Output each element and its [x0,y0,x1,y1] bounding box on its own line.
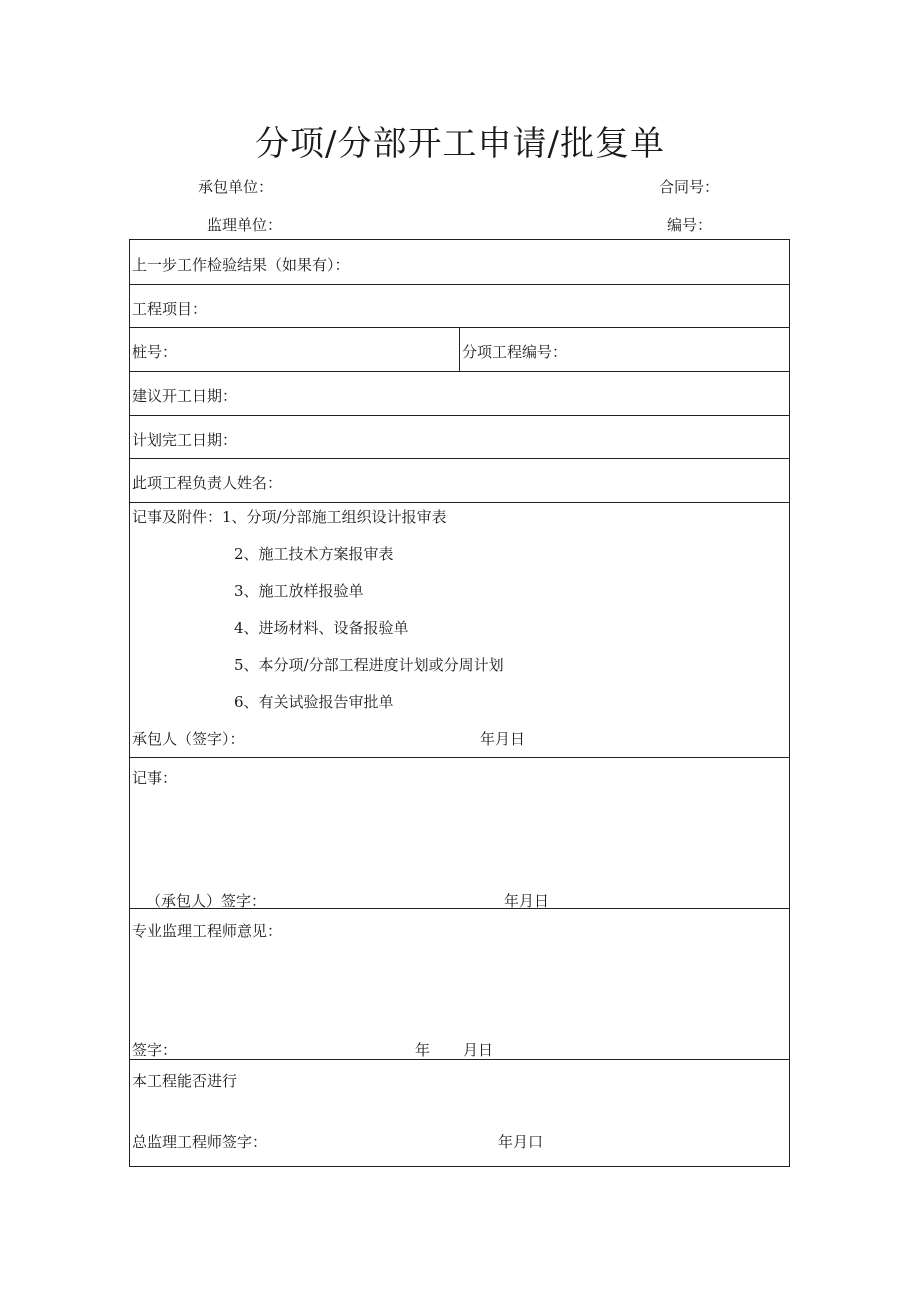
proceed-label: 本工程能否进行 [132,1072,238,1090]
engineer-opinion-label: 专业监理工程师意见： [132,922,283,940]
row-divider [130,458,789,459]
page-title: 分项/分部开工申请/批复单 [255,124,665,164]
attachment-item: 3、施工放样报验单 [234,582,364,600]
attachment-item: 5、本分项/分部工程进度计划或分周计划 [234,656,504,674]
notes-label: 记事： [132,769,178,787]
project-label: 工程项目： [132,300,208,318]
attachment-item: 6、有关试验报告审批单 [234,693,394,711]
attachment-item: 2、施工技术方案报审表 [234,545,394,563]
sub-item-number-label: 分项工程编号： [462,343,568,361]
attachment-item: 1、分项/分部施工组织设计报审表 [222,508,447,526]
notes-signature-label: （承包人）签字： [146,892,267,910]
engineer-signature-year: 年 [415,1041,431,1059]
proposed-start-date-label: 建议开工日期： [132,387,238,405]
engineer-signature-label: 签字： [132,1041,178,1059]
notes-signature-date: 年月日 [504,892,550,910]
supervisor-unit-label: 监理单位： [207,216,283,234]
chief-engineer-signature-date: 年月口 [498,1133,544,1151]
application-form-table [129,239,790,1167]
engineer-signature-monthday: 月日 [463,1041,494,1059]
contractor-signature-date: 年月日 [480,730,526,748]
planned-finish-date-label: 计划完工日期： [132,431,238,449]
row-divider [130,371,789,372]
document-number-label: 编号： [667,216,713,234]
attachments-label: 记事及附件： [132,508,223,526]
prev-result-label: 上一步工作检验结果（如果有）： [132,256,350,274]
row-divider [130,284,789,285]
contract-number-label: 合同号： [659,178,720,196]
contractor-signature-label: 承包人（签字）： [132,730,245,748]
attachment-item: 4、进场材料、设备报验单 [234,619,409,637]
stake-label: 桩号： [132,343,178,361]
contractor-unit-label: 承包单位： [198,178,274,196]
chief-engineer-signature-label: 总监理工程师签字： [132,1133,268,1151]
row-divider [130,1059,789,1060]
row-divider [130,757,789,758]
column-divider [459,327,460,371]
row-divider [130,502,789,503]
row-divider [130,415,789,416]
manager-name-label: 此项工程负责人姓名： [132,474,283,492]
